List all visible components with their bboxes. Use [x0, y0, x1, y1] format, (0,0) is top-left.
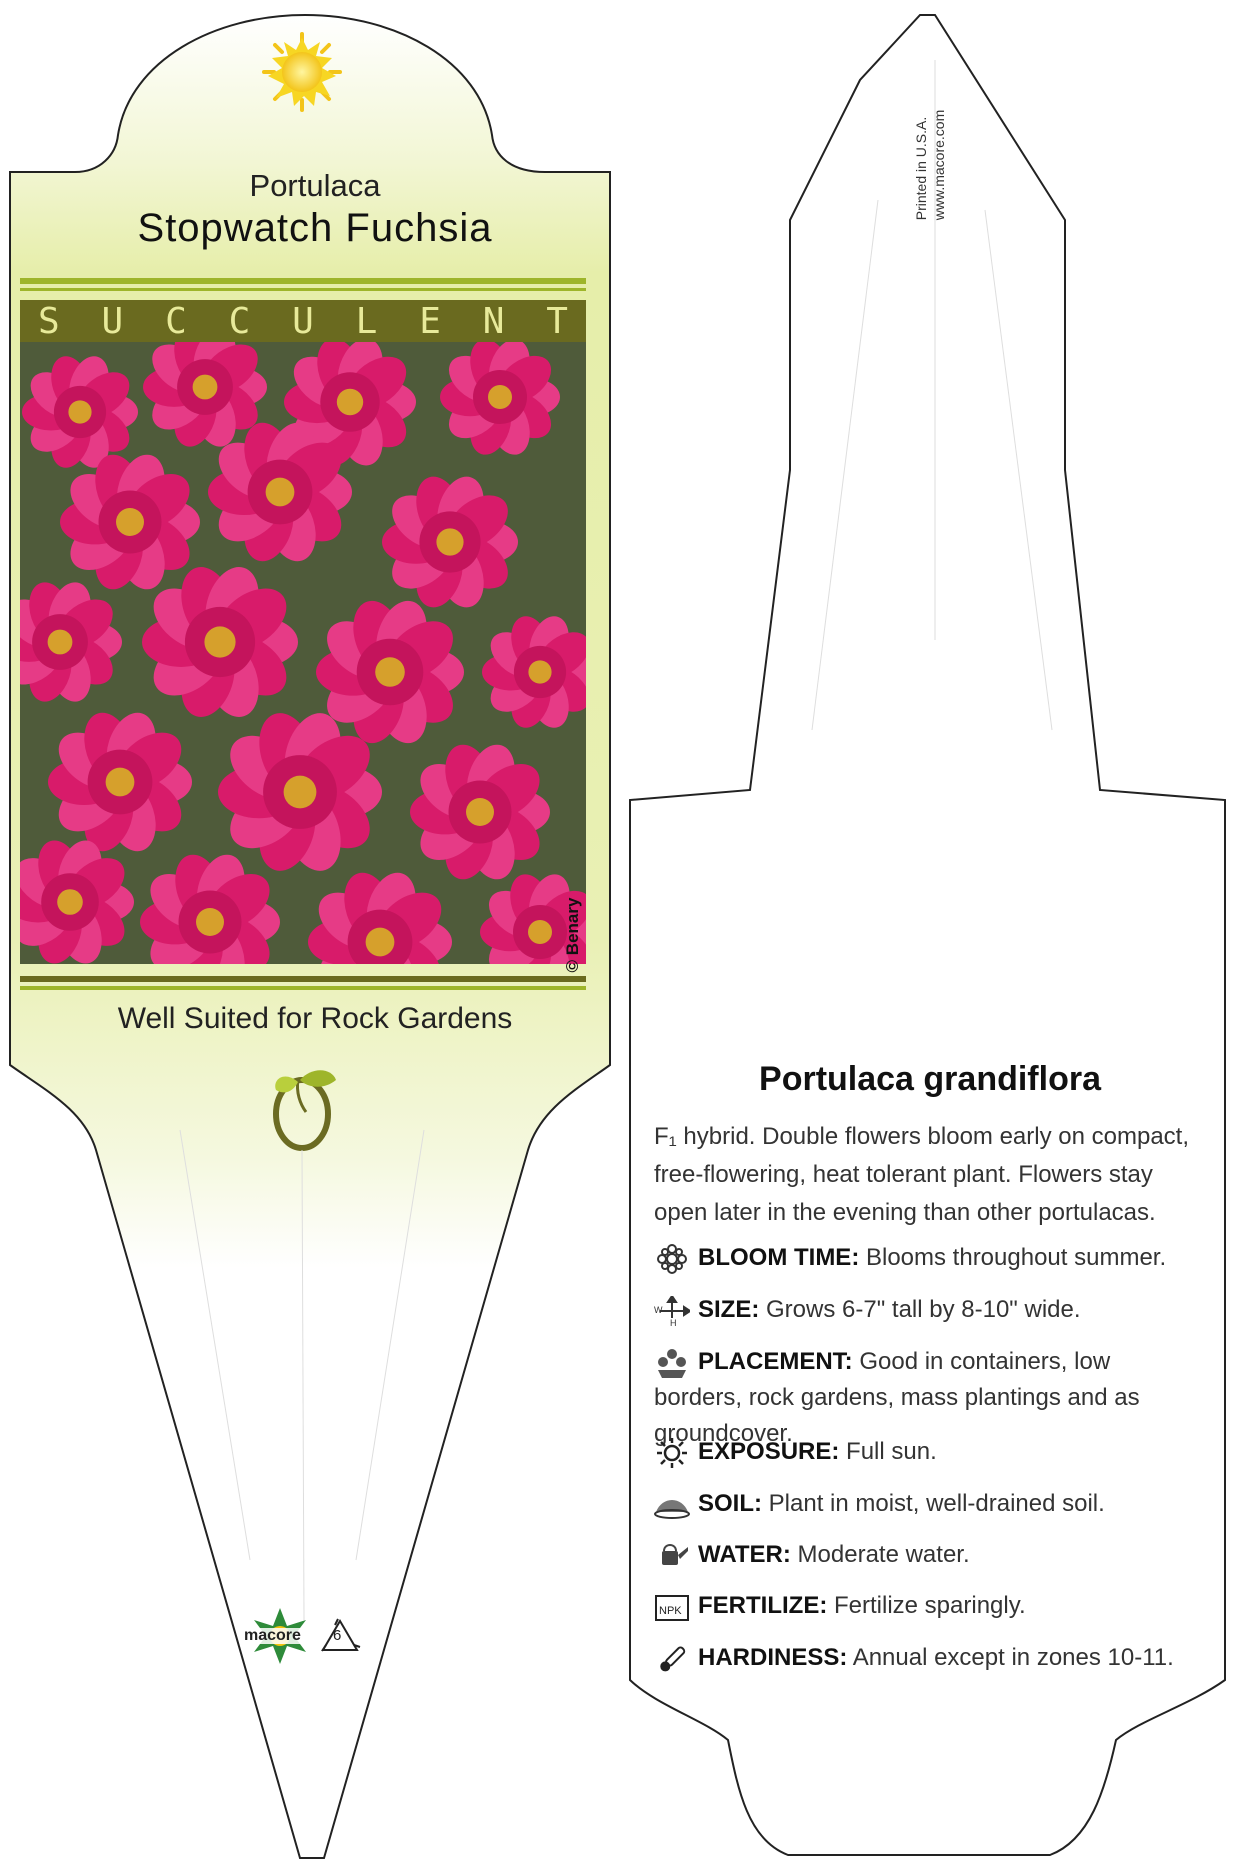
plant-description: F₁ hybrid. Double flowers bloom early on compact, free-flowering, heat tolerant plant. Flowers stay open later in the evening than other portulacas. — [654, 1123, 1189, 1226]
attribute-label: HARDINESS: — [698, 1644, 848, 1671]
svg-text:NPK: NPK — [659, 1604, 682, 1617]
attribute-row — [654, 1537, 1194, 1573]
botanical-name: Portulaca grandiflora — [759, 1060, 1101, 1098]
photo-credit — [558, 880, 588, 990]
attribute-row — [654, 1640, 1194, 1676]
attribute-label: SIZE: — [698, 1296, 760, 1323]
plant-genus: Portulaca — [249, 168, 381, 203]
attribute-text: Annual except in zones 10-11. — [847, 1644, 1174, 1671]
top-rule-2 — [20, 288, 586, 291]
size-arrows-icon — [654, 1296, 692, 1326]
bottom-rule-2 — [20, 986, 586, 990]
attribute-text: Moderate water. — [790, 1541, 970, 1568]
printed-location: Printed in U.S.A. — [913, 116, 929, 221]
full-sun-icon — [264, 34, 340, 110]
soil-pile-icon — [654, 1490, 692, 1520]
back-tag-outline — [630, 15, 1225, 1855]
category-letter: L — [355, 300, 378, 342]
flower-photo-illustration — [20, 342, 586, 964]
category-letter: U — [101, 300, 124, 342]
printed-url: www.macore.com — [931, 109, 947, 221]
attribute-label: EXPOSURE: — [698, 1438, 840, 1465]
category-letter: S — [38, 300, 60, 342]
macore-brand-text: macore — [244, 1627, 301, 1644]
attribute-row — [654, 1486, 1194, 1522]
category-letter: U — [292, 300, 314, 342]
attribute-text: Good in containers, low borders, rock gardens, mass plantings and as groundcover. — [654, 1348, 1140, 1447]
category-letter: E — [419, 300, 441, 342]
category-letter: C — [228, 300, 251, 342]
attribute-label: PLACEMENT: — [698, 1348, 853, 1375]
attribute-label: BLOOM TIME: — [698, 1244, 860, 1271]
attribute-text: Full sun. — [839, 1438, 937, 1465]
plant-variety: Stopwatch Fuchsia — [137, 206, 493, 250]
npk-bag-icon — [654, 1592, 692, 1622]
flower-photo — [20, 342, 586, 964]
watering-can-icon — [654, 1541, 692, 1571]
top-rule-1 — [20, 278, 586, 284]
category-letter: T — [546, 300, 568, 342]
attribute-row — [654, 1292, 1194, 1328]
thermometer-icon — [654, 1644, 692, 1674]
attribute-text: Plant in moist, well-drained soil. — [762, 1490, 1105, 1517]
attribute-row — [654, 1434, 1194, 1470]
attribute-row — [654, 1240, 1194, 1276]
sun-icon — [654, 1438, 692, 1468]
category-letter: C — [165, 300, 187, 342]
recycle-code: 6 — [333, 1627, 342, 1644]
attribute-label: WATER: — [698, 1541, 791, 1568]
flower-icon — [654, 1244, 692, 1274]
bottom-rule-1 — [20, 976, 586, 982]
attribute-label: FERTILIZE: — [698, 1592, 828, 1619]
attribute-label: SOIL: — [698, 1490, 762, 1517]
photo-credit-text: © Benary — [563, 897, 582, 973]
feature-tagline: Well Suited for Rock Gardens — [117, 1002, 513, 1035]
category-label — [20, 300, 586, 342]
printed-info — [900, 90, 960, 240]
attribute-row — [654, 1588, 1194, 1624]
svg-text:H: H — [670, 1317, 677, 1326]
category-letter: N — [482, 300, 505, 342]
placement-plants-icon — [654, 1348, 692, 1378]
svg-text:W: W — [654, 1304, 663, 1315]
attribute-text: Fertilize sparingly. — [827, 1592, 1026, 1619]
attribute-text: Blooms throughout summer. — [859, 1244, 1167, 1271]
attribute-text: Grows 6-7" tall by 8-10" wide. — [759, 1296, 1081, 1323]
